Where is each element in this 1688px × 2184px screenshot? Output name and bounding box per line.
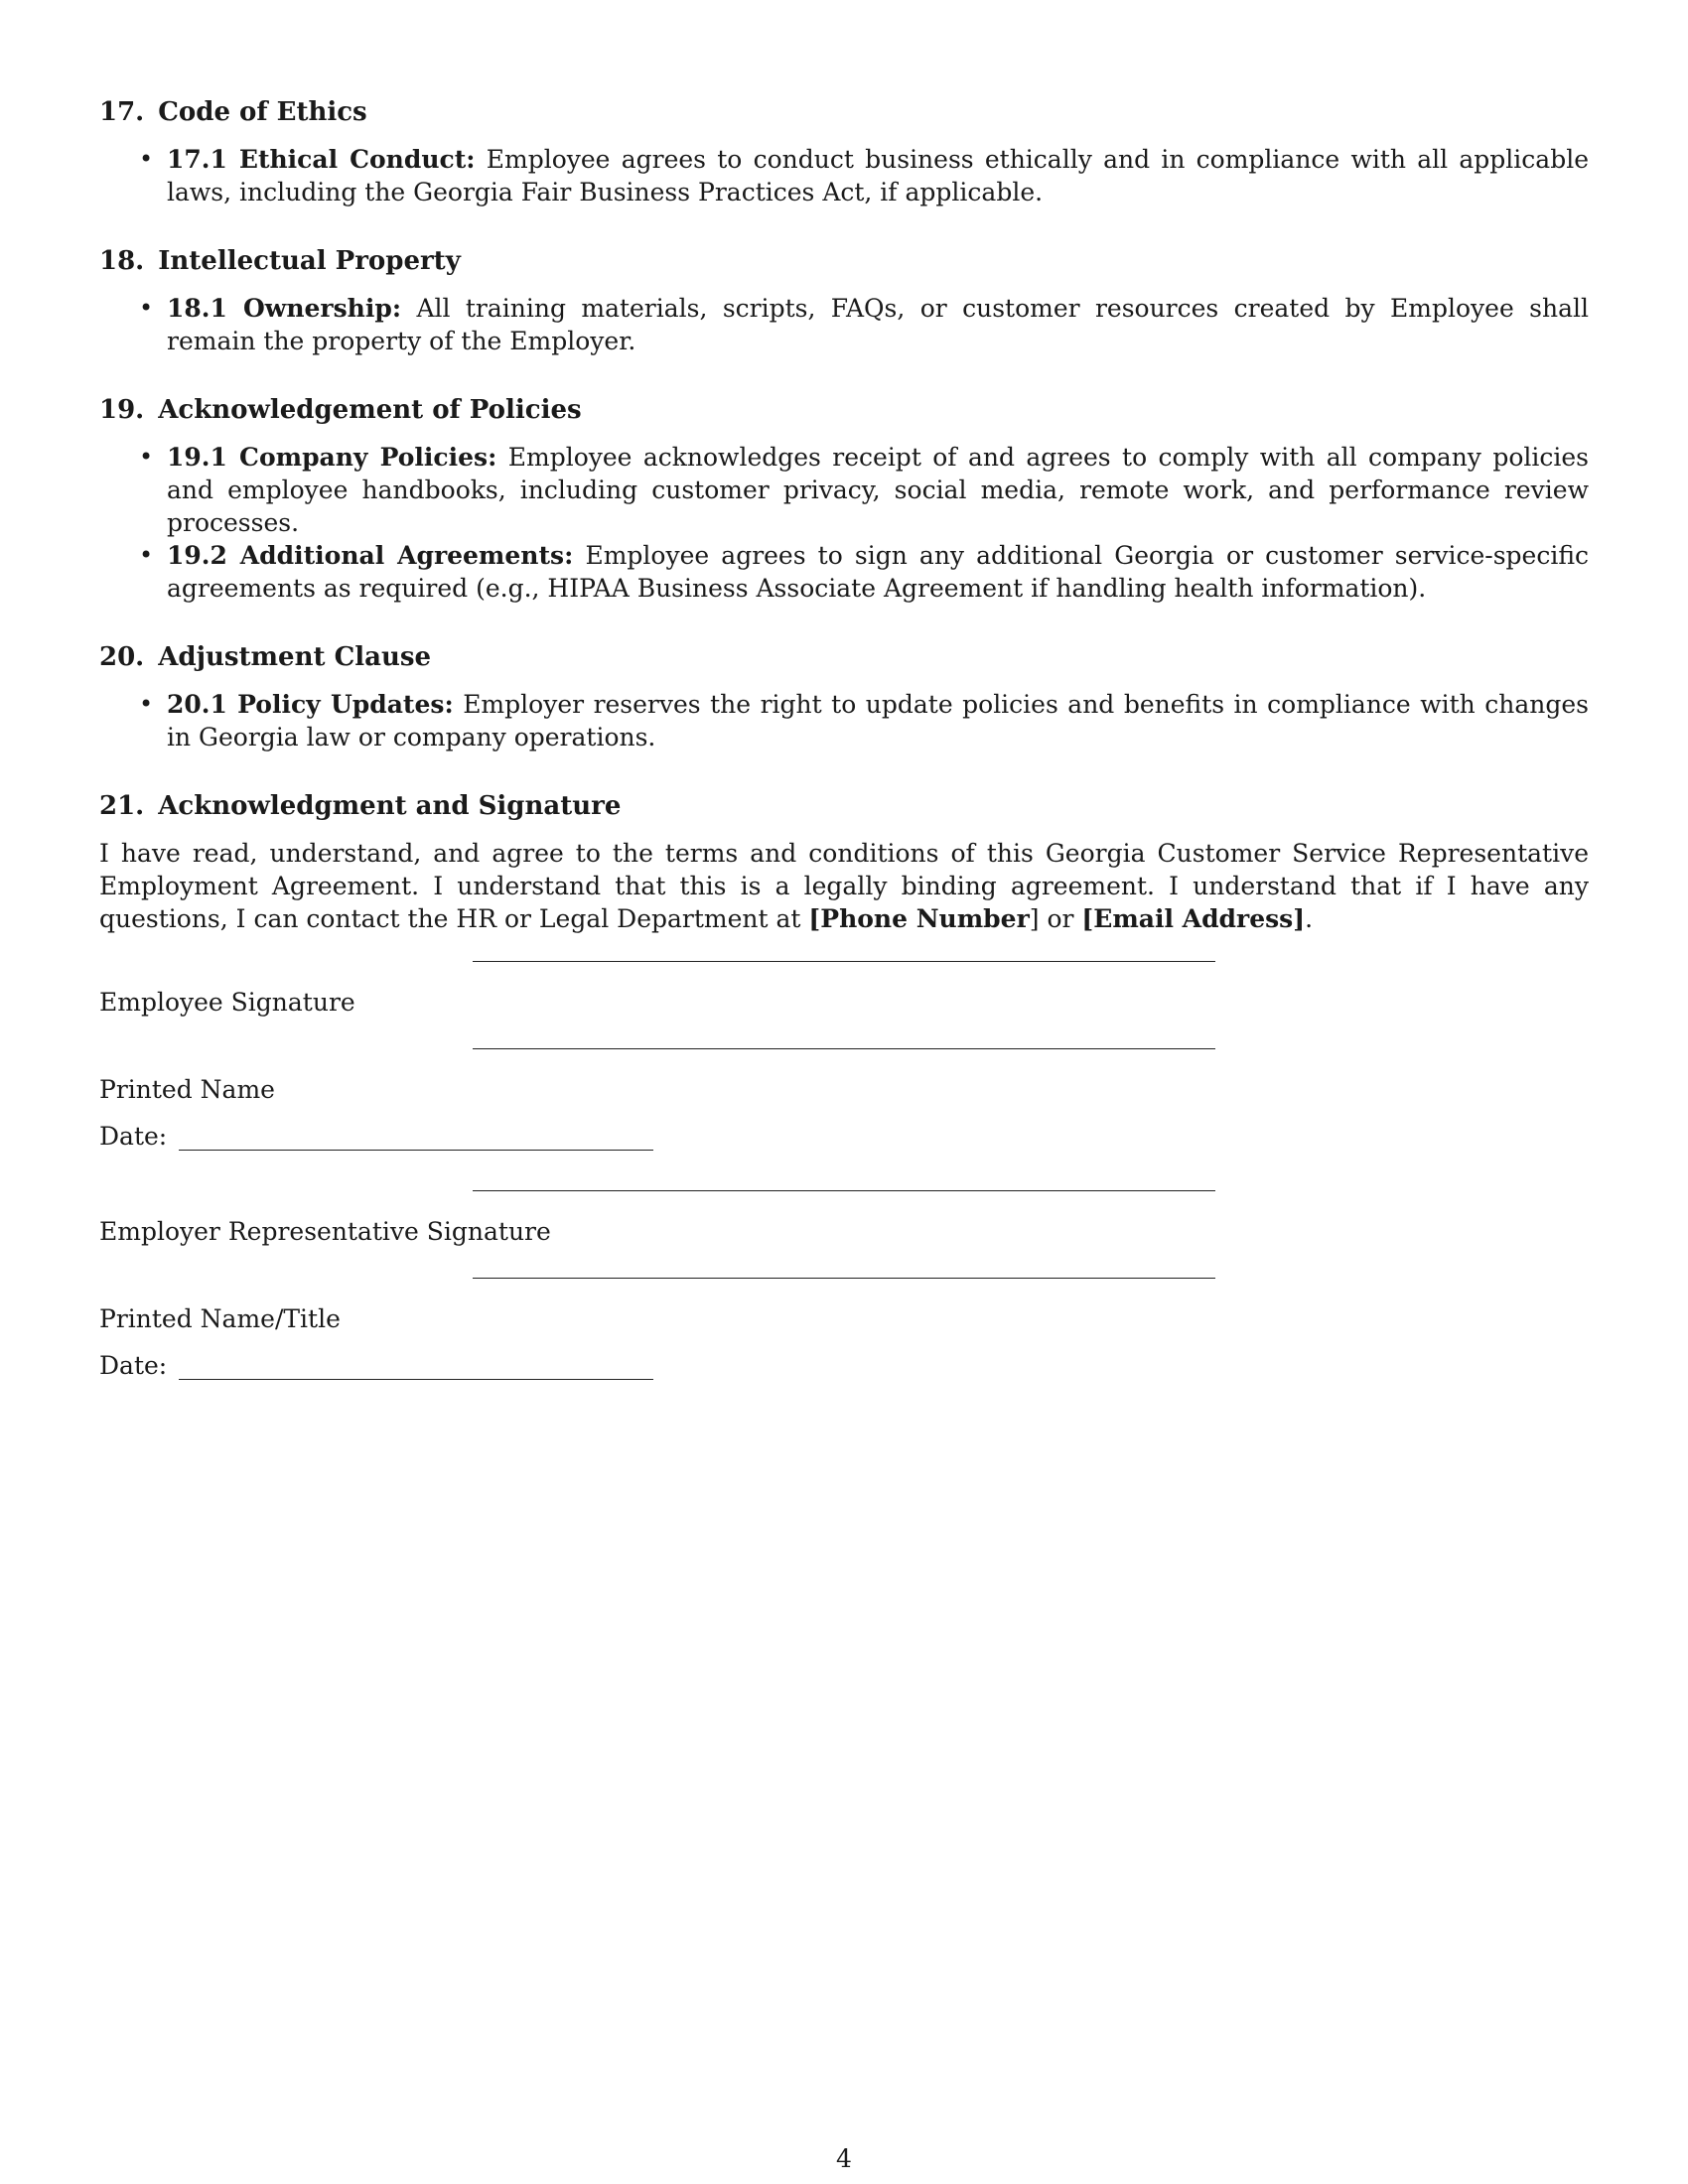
ack-text: I have read, understand, and agree to the terms and conditions of this Georgia Customer Service Representative Employment Agreement. I understand that this is a legally binding agreement. I understand that if I have any questions, I can contact the HR or Legal Department at bbox=[99, 839, 1589, 933]
section-19 bbox=[99, 393, 1589, 605]
employee-signature-line[interactable] bbox=[473, 961, 1215, 962]
employer-signature-block bbox=[99, 1190, 1589, 1382]
item-text: All training materials, scripts, FAQs, or customer resources created by Employee shall remain the property of the Employer. bbox=[167, 294, 1589, 355]
section-items bbox=[99, 688, 1589, 753]
list-item bbox=[167, 143, 1589, 208]
employer-printed-name-label: Printed Name/Title bbox=[99, 1304, 341, 1333]
section-title: Intellectual Property bbox=[158, 246, 461, 276]
section-heading bbox=[99, 640, 1589, 674]
section-title: Acknowledgment and Signature bbox=[158, 791, 622, 821]
section-number: 20. bbox=[99, 642, 145, 672]
item-label: 20.1 Policy Updates: bbox=[167, 690, 454, 719]
list-item bbox=[167, 441, 1589, 539]
employee-signature-block bbox=[99, 961, 1589, 1153]
section-title: Code of Ethics bbox=[158, 97, 367, 127]
employee-printed-name-label: Printed Name bbox=[99, 1075, 275, 1104]
page-number: 4 bbox=[836, 2144, 852, 2173]
section-heading bbox=[99, 244, 1589, 278]
employee-date-row bbox=[99, 1120, 1589, 1153]
section-items bbox=[99, 292, 1589, 357]
list-item bbox=[167, 539, 1589, 605]
section-number: 19. bbox=[99, 395, 145, 425]
item-label: 19.2 Additional Agreements: bbox=[167, 541, 574, 570]
email-placeholder: Email Address bbox=[1093, 904, 1294, 933]
section-17 bbox=[99, 95, 1589, 208]
section-heading bbox=[99, 95, 1589, 129]
section-items bbox=[99, 143, 1589, 208]
section-number: 18. bbox=[99, 246, 145, 276]
item-label: 17.1 Ethical Conduct: bbox=[167, 145, 476, 174]
section-20 bbox=[99, 640, 1589, 753]
employee-date-line[interactable] bbox=[179, 1150, 653, 1151]
list-item bbox=[167, 292, 1589, 357]
ack-text-between: or bbox=[1039, 904, 1082, 933]
phone-placeholder: Phone Number bbox=[820, 904, 1030, 933]
section-title: Acknowledgement of Policies bbox=[158, 395, 582, 425]
item-text: Employee agrees to conduct business ethically and in compliance with all applicable laws, including the Georgia Fair Business Practices Act, if applicable. bbox=[167, 145, 1589, 206]
acknowledgment-paragraph: I have read, understand, and agree to the terms and conditions of this Georgia Customer Service Representative Employment Agreement. I understand that this is a legally binding agreement. I understand that if I have any questions, I can contact the HR or Legal Department at [Phone Number] or [Email Address]. bbox=[99, 839, 1589, 933]
employer-date-label: Date: bbox=[99, 1351, 168, 1380]
list-item bbox=[167, 688, 1589, 753]
employer-signature-line[interactable] bbox=[473, 1190, 1215, 1191]
employer-date-row bbox=[99, 1349, 1589, 1382]
item-label: 19.1 Company Policies: bbox=[167, 443, 497, 472]
item-text: Employee agrees to sign any additional Georgia or customer service-specific agreements as required (e.g., HIPAA Business Associate Agreement if handling health information). bbox=[167, 541, 1590, 603]
section-number: 21. bbox=[99, 791, 145, 821]
section-items bbox=[99, 441, 1589, 605]
item-text: Employee acknowledges receipt of and agrees to comply with all company policies and employee handbooks, including customer privacy, social media, remote work, and performance review processes. bbox=[167, 443, 1589, 537]
section-heading bbox=[99, 789, 1589, 823]
ack-text-after: . bbox=[1305, 904, 1314, 933]
employee-signature-label: Employee Signature bbox=[99, 988, 355, 1017]
section-21 bbox=[99, 789, 1589, 1382]
employer-signature-label: Employer Representative Signature bbox=[99, 1217, 551, 1246]
employer-date-line[interactable] bbox=[179, 1379, 653, 1380]
section-title: Adjustment Clause bbox=[158, 642, 432, 672]
employer-printed-name-line[interactable] bbox=[473, 1278, 1215, 1279]
employee-date-label: Date: bbox=[99, 1122, 168, 1151]
item-label: 18.1 Ownership: bbox=[167, 294, 402, 323]
section-18 bbox=[99, 244, 1589, 357]
section-number: 17. bbox=[99, 97, 145, 127]
document-page bbox=[99, 95, 1589, 1382]
employee-printed-name-line[interactable] bbox=[473, 1048, 1215, 1049]
section-heading bbox=[99, 393, 1589, 427]
item-text: Employer reserves the right to update policies and benefits in compliance with changes in Georgia law or company operations. bbox=[167, 690, 1589, 751]
